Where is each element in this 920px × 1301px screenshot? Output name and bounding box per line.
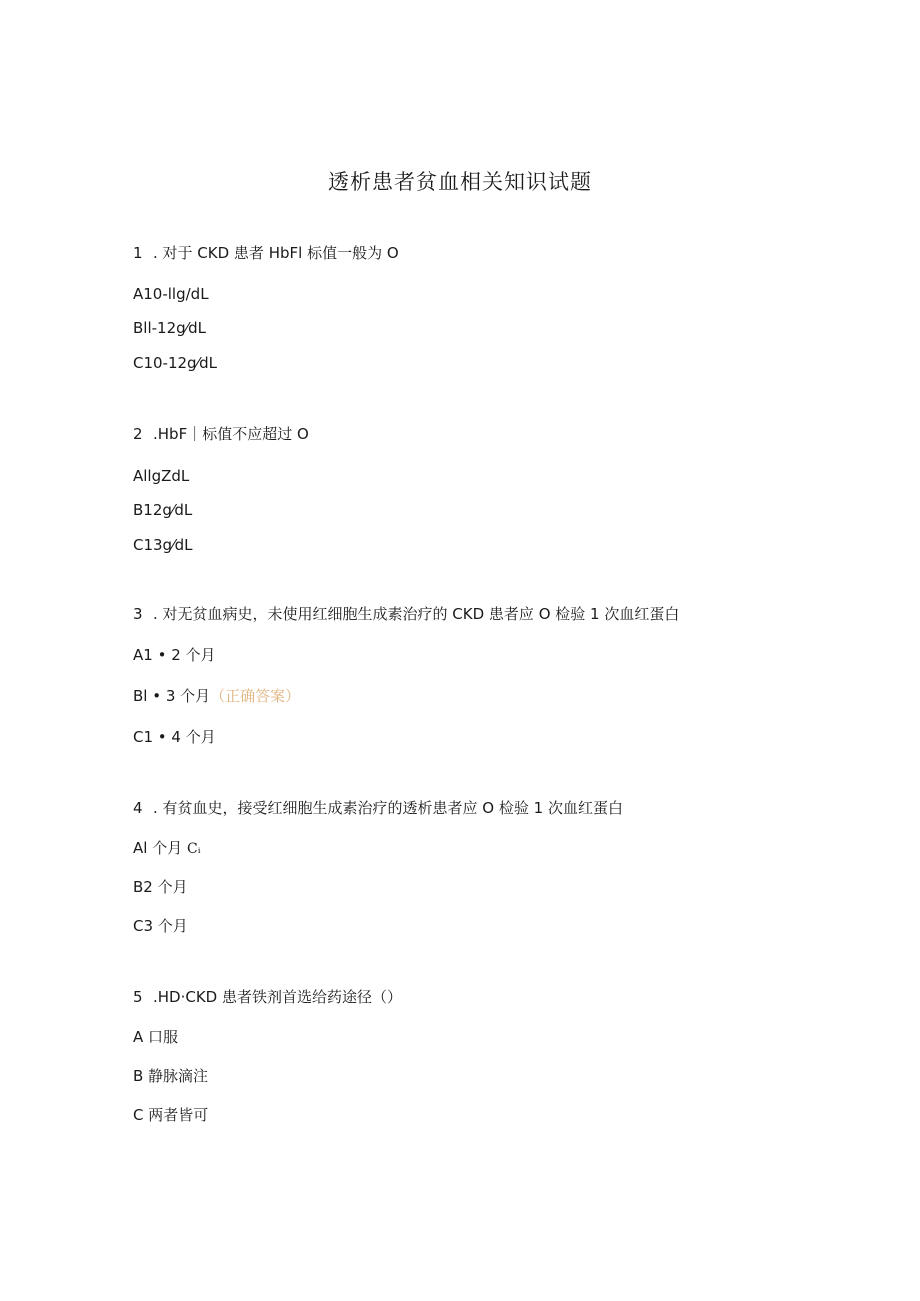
question-number: 4 [133, 799, 143, 817]
correct-answer-note: （正确答案） [210, 687, 301, 705]
question-2-option-b: B12g⁄dL [133, 501, 193, 519]
option-text: Bl • 3 个月 [133, 687, 211, 705]
page-title: 透析患者贫血相关知识试题 [328, 170, 592, 194]
question-2-option-c: C13g⁄dL [133, 536, 193, 554]
option-text: Al 个月 [133, 839, 183, 857]
question-3-option-b [133, 686, 300, 706]
question-2-option-a: AllgZdL [133, 467, 190, 485]
question-1-option-c: C10-12g⁄dL [133, 354, 217, 372]
question-1-option-a: A10-llg/dL [133, 285, 209, 303]
question-text: .HD·CKD 患者铁剂首选给药途径（） [153, 988, 402, 1006]
question-3-option-c: C1 • 4 个月 [133, 728, 216, 746]
question-number: 2 [133, 425, 143, 443]
question-number: 1 [133, 244, 143, 262]
question-1-option-b: Bll-12g⁄dL [133, 319, 207, 337]
question-3-option-a: A1 • 2 个月 [133, 646, 216, 664]
question-5-option-c: C 两者皆可 [133, 1106, 209, 1124]
question-4-option-a [133, 838, 201, 859]
question-4-option-c: C3 个月 [133, 917, 188, 935]
question-text: .HbF｜标值不应超过 O [153, 425, 309, 443]
question-5-option-b: B 静脉滴注 [133, 1067, 209, 1085]
question-2 [133, 424, 309, 444]
question-text: . 有贫血史，接受红细胞生成素治疗的透析患者应 O 检验 1 次血红蛋白 [153, 799, 623, 817]
question-text: . 对于 CKD 患者 HbFl 标值一般为 O [153, 244, 399, 262]
question-1 [133, 243, 399, 263]
question-5-option-a: A 口服 [133, 1028, 179, 1046]
question-4 [133, 798, 623, 818]
question-number: 3 [133, 605, 143, 623]
question-text: . 对无贫血病史，未使用红细胞生成素治疗的 CKD 患者应 O 检验 1 次血红蛋白 [153, 605, 680, 623]
question-4-option-b: B2 个月 [133, 878, 188, 896]
question-5 [133, 987, 402, 1007]
question-3 [133, 604, 679, 624]
option-artifact: Cᵢ [186, 841, 201, 857]
question-number: 5 [133, 988, 143, 1006]
